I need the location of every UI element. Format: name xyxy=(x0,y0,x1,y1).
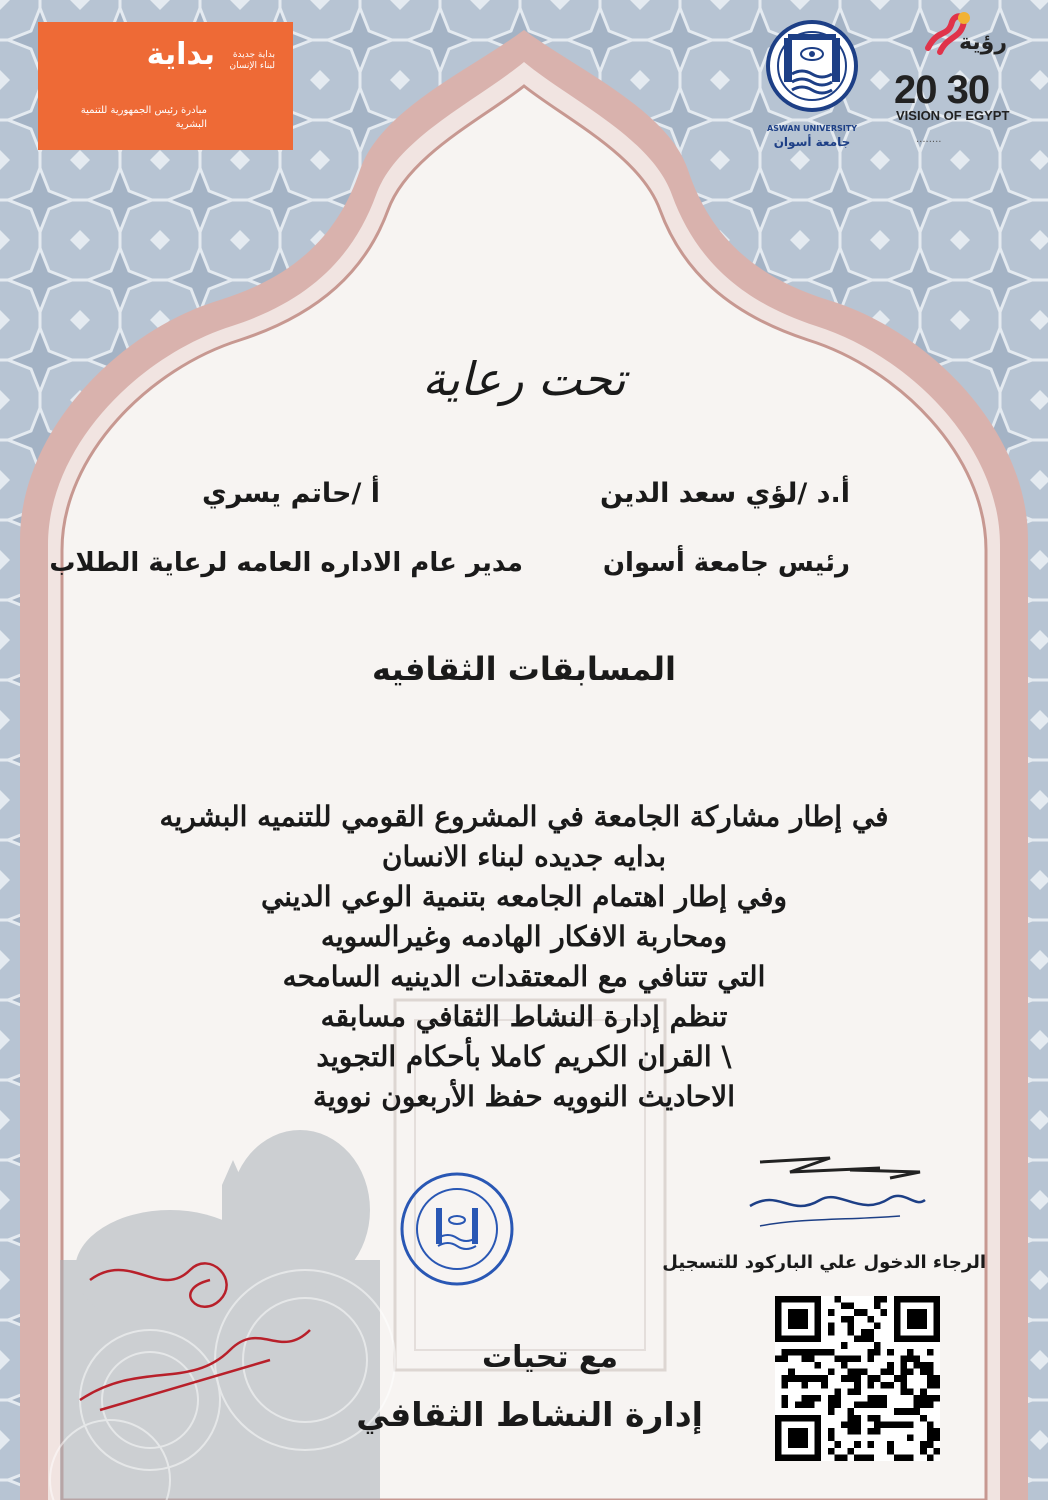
body-line: وفي إطار اهتمام الجامعه بتنمية الوعي الديني xyxy=(260,880,788,913)
body-line: ومحاربة الافكار الهادمه وغيرالسويه xyxy=(320,920,728,953)
initiative-logo-mark: بداية xyxy=(146,37,215,72)
university-name-en: ASWAN UNIVERSITY xyxy=(766,124,858,133)
university-name-ar: جامعة أسوان xyxy=(773,135,851,149)
patron-role-president: رئيس جامعة أسوان xyxy=(602,548,850,578)
body-line: \ القران الكريم كاملا بأحكام التجويد xyxy=(316,1040,732,1073)
initiative-tagline: بداية جديدة لبناء الإنسان xyxy=(229,50,275,71)
patron-name-director: أ /حاتم يسري xyxy=(202,478,380,509)
patron-role-director: مدير عام الاداره العامه لرعاية الطلاب xyxy=(49,548,523,578)
vision-2030-logo xyxy=(888,8,1013,148)
university-emblem-icon xyxy=(762,8,862,126)
initiative-logo xyxy=(38,22,293,150)
competition-title: المسابقات الثقافيه xyxy=(372,650,676,688)
patron-name-president: أ.د /لؤي سعد الدين xyxy=(599,478,850,509)
barcode-instruction: الرجاء الدخول علي الباركود للتسجيل xyxy=(662,1252,986,1273)
registration-qr-code[interactable] xyxy=(775,1296,940,1461)
closing-greeting: مع تحيات xyxy=(481,1340,618,1375)
body-line: في إطار مشاركة الجامعة في المشروع القومي للتنميه البشريه xyxy=(159,800,889,833)
body-line: بدايه جديده لبناء الانسان xyxy=(381,840,667,873)
aswan-university-logo xyxy=(762,8,862,153)
body-line: تنظم إدارة النشاط الثقافي مسابقه xyxy=(320,1000,728,1033)
vision-dots: ........ xyxy=(916,134,942,145)
patronage-heading: تحت رعاية xyxy=(422,352,626,406)
initiative-subtitle: مبادرة رئيس الجمهورية للتنمية البشرية xyxy=(80,105,207,130)
signature-director xyxy=(720,1148,930,1258)
body-line: التي تتنافي مع المعتقدات الدينيه السامحه xyxy=(282,960,766,993)
student-affairs-stamp xyxy=(398,1170,516,1288)
vision-subtitle: VISION OF EGYPT xyxy=(896,108,1010,123)
body-line: الاحاديث النوويه حفظ الأربعون نووية xyxy=(312,1080,736,1113)
vision-year: 20 30 xyxy=(894,68,990,112)
signature-manager xyxy=(70,1240,330,1430)
closing-department: إدارة النشاط الثقافي xyxy=(356,1395,703,1434)
vision-label: رؤية xyxy=(959,30,1007,55)
